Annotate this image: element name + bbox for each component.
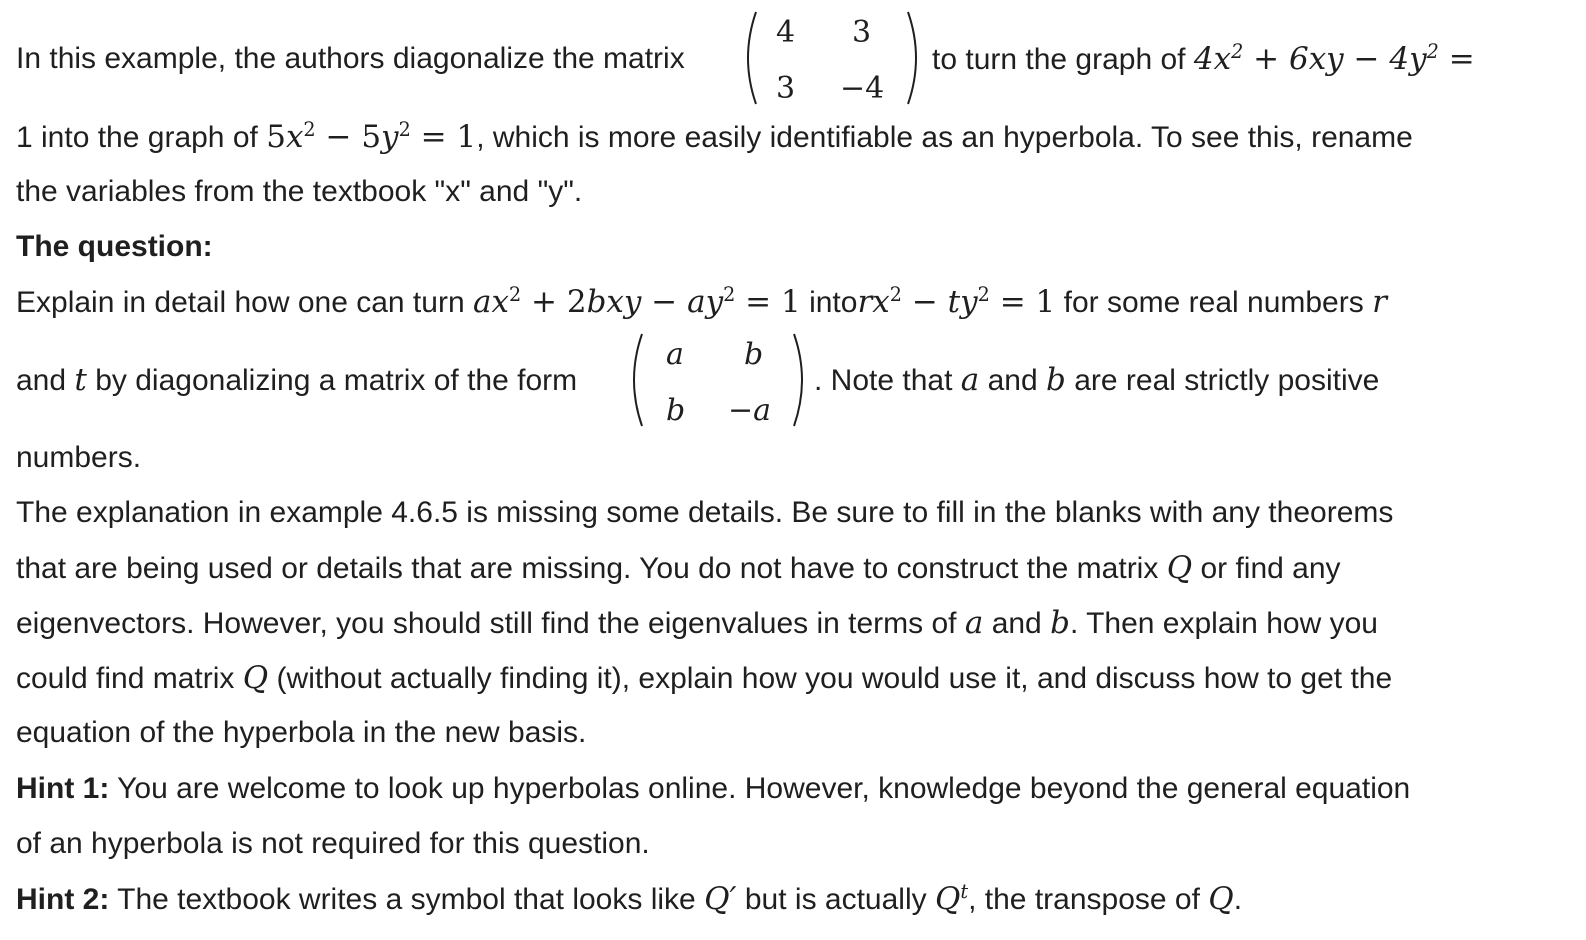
- matrix1-a22: −4: [840, 71, 885, 106]
- word-and: and: [991, 607, 1042, 640]
- matrix1-a12: 3: [852, 15, 872, 50]
- question-line2-after: [814, 362, 1380, 398]
- question-line3: [16, 443, 141, 473]
- question-line2-end: are real strictly positive: [1074, 364, 1380, 397]
- question-line3-text: numbers.: [16, 441, 142, 474]
- symbol-q-final: Q: [1208, 881, 1234, 917]
- equation-2: $5x^2 - 5y^2 = 1$: [266, 117, 477, 155]
- matrix-parentheses-icon: [742, 8, 922, 108]
- explanation-line5: [16, 718, 586, 748]
- explanation-line4-end: (without actually finding it), explain how you would use it, and discuss how to get the: [276, 662, 1393, 695]
- hint1-line1-text: You are welcome to look up hyperbolas online. However, knowledge beyond the general equation: [117, 772, 1411, 805]
- question-line2-start: and: [16, 364, 67, 397]
- para1-after-text: to turn the graph of: [932, 43, 1186, 76]
- symbol-q-prime: Q′: [704, 881, 737, 917]
- hint1-line2: [16, 829, 650, 859]
- question-line2-mid: by diagonalizing a matrix of the form: [95, 364, 578, 397]
- matrix1-a21: 3: [776, 71, 796, 106]
- explanation-line4: [16, 660, 1393, 696]
- matrix2-a22: −a: [728, 393, 772, 428]
- var-Q: Q: [242, 660, 269, 696]
- matrix2-a21: b: [666, 393, 686, 428]
- para1-line3-text: the variables from the textbook "x" and "y".: [16, 175, 583, 208]
- para1-line1-after: [932, 39, 1475, 77]
- hint2-line: [16, 879, 1243, 917]
- para1-line2-start: 1 into the graph of: [16, 121, 258, 154]
- para1-line2-end: , which is more easily identifiable as an hyperbola. To see this, rename: [476, 121, 1413, 154]
- question-heading: [16, 232, 213, 262]
- equation-from: $ax^2 + 2bxy - ay^2 = 1$: [472, 282, 801, 320]
- equation-1: $4x^2 + 6xy - 4y^2$ =: [1193, 39, 1475, 77]
- explanation-line2: [16, 550, 1341, 586]
- explanation-line2-start: that are being used or details that are missing. You do not have to construct the matrix: [16, 552, 1159, 585]
- word-and: and: [987, 364, 1038, 397]
- question-line2-note: . Note that: [814, 364, 953, 397]
- equation-to: $rx^2 - ty^2 = 1$: [857, 282, 1056, 320]
- var-b: b: [1046, 362, 1066, 398]
- hint1-line1: [16, 774, 1410, 804]
- symbol-q: Q: [934, 881, 961, 917]
- para1-text: In this example, the authors diagonalize the matrix: [16, 42, 685, 75]
- explanation-line3-start: eigenvectors. However, you should still find the eigenvalues in terms of: [16, 607, 957, 640]
- hint1-line2-text: of an hyperbola is not required for this question.: [16, 827, 650, 860]
- explanation-line3: [16, 605, 1378, 641]
- question-line1-start: Explain in detail how one can turn: [16, 286, 465, 319]
- var-t: t: [74, 362, 87, 398]
- question-line1: [16, 282, 1387, 320]
- hint2-text-end: .: [1233, 883, 1243, 916]
- question-heading-text: The question:: [16, 230, 213, 263]
- var-b: b: [1050, 605, 1070, 641]
- var-Q: Q: [1166, 550, 1193, 586]
- para1-line2: [16, 117, 1413, 155]
- hint2-label: Hint 2:: [16, 883, 110, 916]
- explanation-line4-start: could find matrix: [16, 662, 235, 695]
- var-a: a: [964, 605, 984, 641]
- matrix2-a11: a: [666, 337, 684, 372]
- hint2-text-mid: but is actually: [744, 883, 927, 916]
- explanation-line5-text: equation of the hyperbola in the new basis.: [16, 716, 587, 749]
- explanation-line3-end: . Then explain how you: [1069, 607, 1378, 640]
- word-into: into: [809, 286, 858, 319]
- para1-line1: [16, 44, 685, 74]
- symbol-q-transpose: [935, 881, 968, 917]
- matrix2-a12: b: [744, 337, 764, 372]
- hint1-label: Hint 1:: [16, 772, 110, 805]
- matrix-a-b-b-nega: [628, 330, 808, 430]
- question-line1-end: for some real numbers: [1063, 286, 1364, 319]
- var-r: r: [1372, 284, 1387, 320]
- var-a: a: [960, 362, 980, 398]
- matrix-parentheses-icon: [628, 330, 808, 430]
- explanation-line1: [16, 498, 1393, 528]
- para1-line3: [16, 177, 582, 207]
- matrix1-a11: 4: [776, 15, 796, 50]
- matrix-4-3-3-neg4: [742, 8, 922, 108]
- explanation-line1-text: The explanation in example 4.6.5 is missing some details. Be sure to fill in the blanks with any theorems: [16, 496, 1394, 529]
- symbol-t: t: [960, 879, 969, 903]
- question-line2: [16, 362, 578, 398]
- hint2-text-start: The textbook writes a symbol that looks like: [117, 883, 696, 916]
- hint2-text-mid2: , the transpose of: [968, 883, 1200, 916]
- explanation-line2-end: or find any: [1200, 552, 1341, 585]
